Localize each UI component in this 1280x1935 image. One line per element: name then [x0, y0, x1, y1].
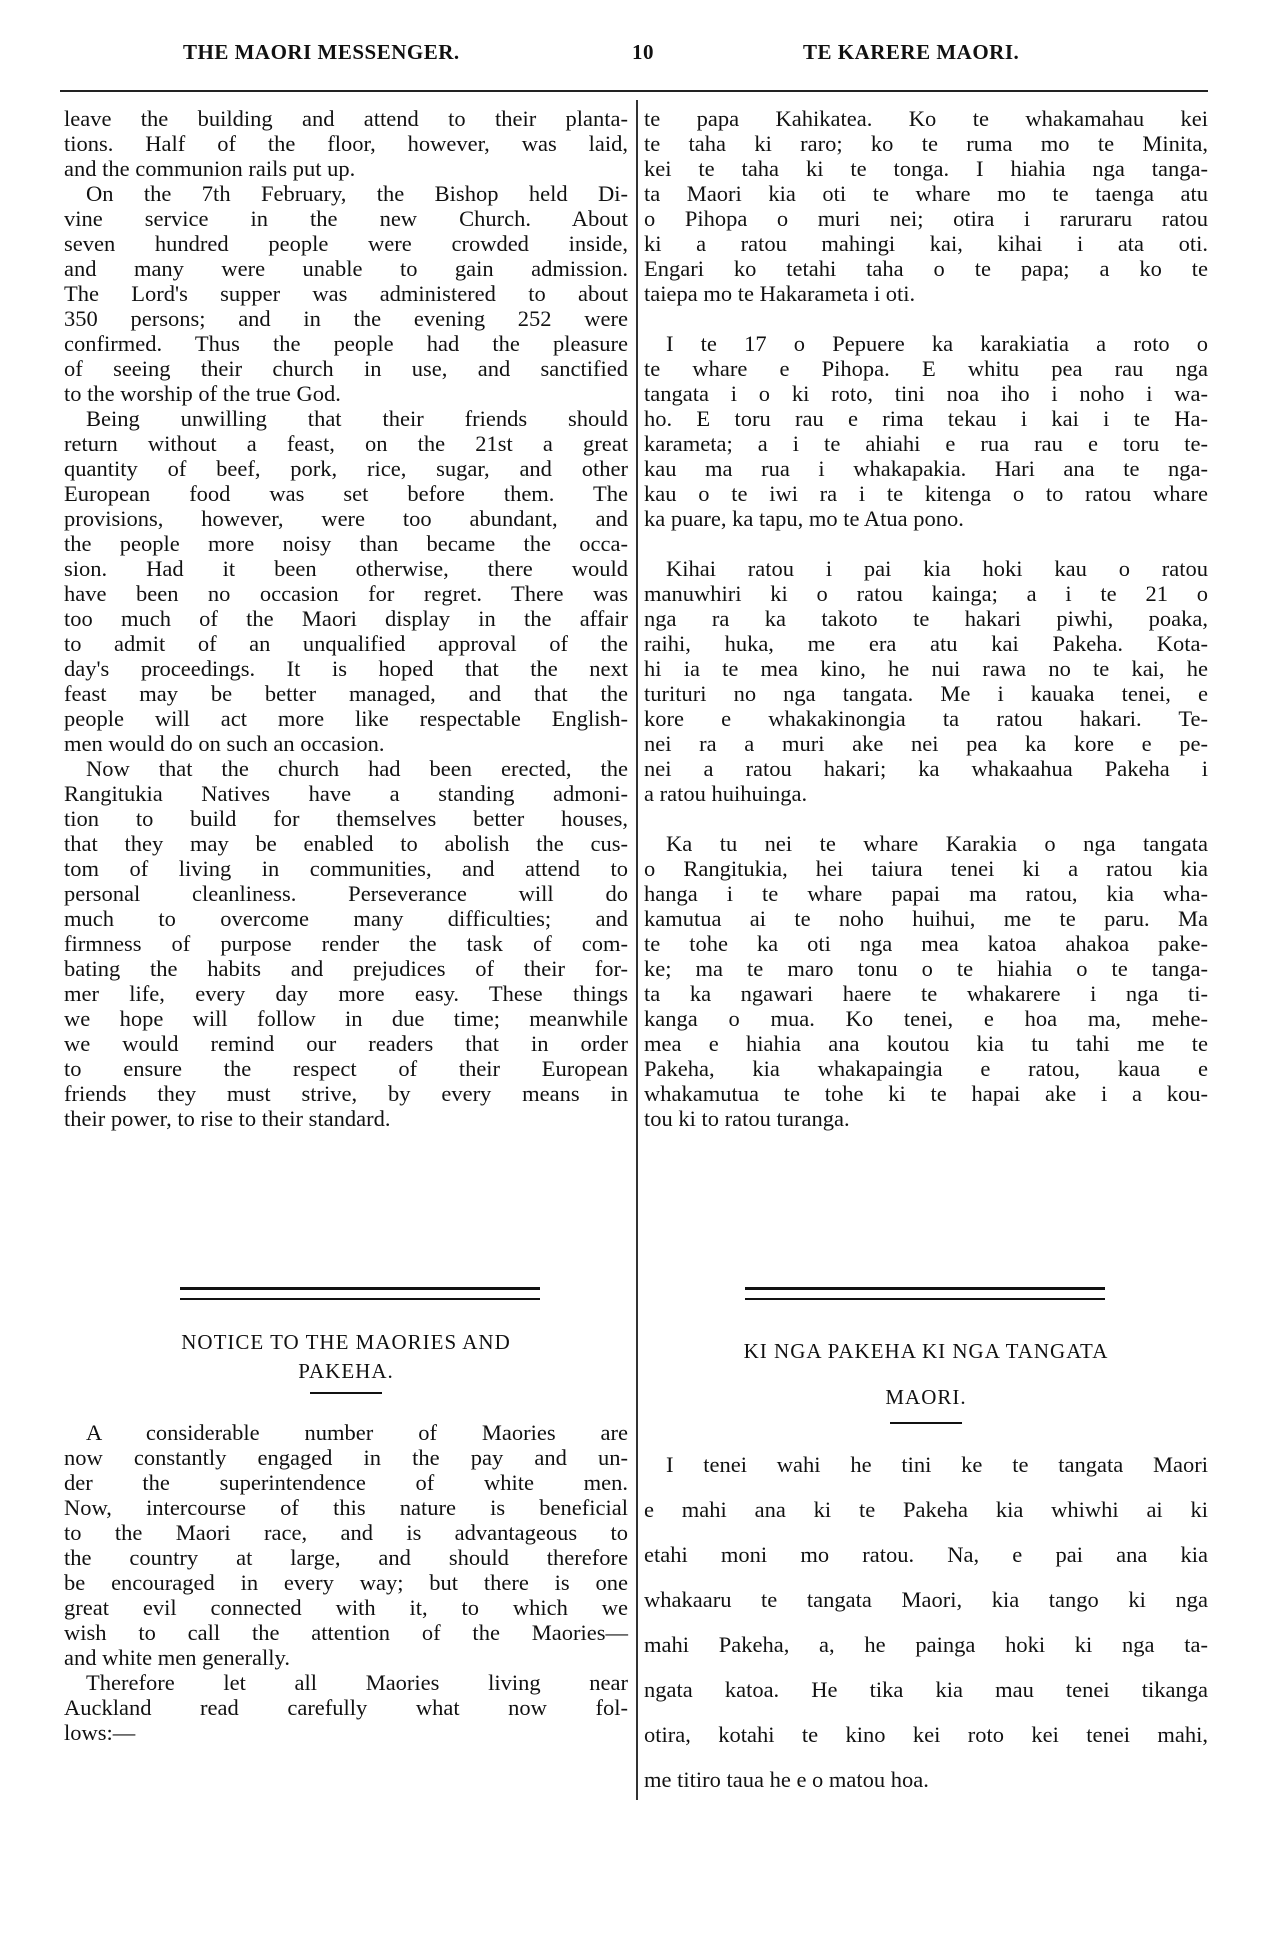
text-line: I tenei wahi he tini ke te tangata Maori — [666, 1452, 1208, 1477]
heading-line: NOTICE TO THE MAORIES AND — [181, 1330, 511, 1354]
text-line: der the superintendence of white men. — [64, 1470, 628, 1495]
text-line: kamutua ai te noho huihui, me te paru. Ma — [644, 906, 1208, 931]
text-line: ki a ratou mahingi kai, kihai i ata oti. — [644, 231, 1208, 256]
right-article-whare — [644, 106, 1208, 1131]
paragraph — [644, 331, 1208, 531]
text-line: to ensure the respect of their European — [64, 1056, 628, 1081]
text-line: taiepa mo te Hakarameta i oti. — [644, 281, 916, 306]
heading-line: KI NGA PAKEHA KI NGA TANGATA — [743, 1339, 1109, 1363]
text-line: te whare e Pihopa. E whitu pea rau nga — [644, 356, 1208, 381]
text-line: too much of the Maori display in the affair — [64, 606, 628, 631]
text-line: that they may be enabled to abolish the cus- — [64, 831, 628, 856]
text-line: mahi Pakeha, a, he painga hoki ki nga ta- — [644, 1632, 1208, 1657]
text-line: leave the building and attend to their planta- — [64, 106, 628, 131]
text-line: kanga o mua. Ko tenei, e hoa ma, mehe- — [644, 1006, 1208, 1031]
text-line: etahi moni mo ratou. Na, e pai ana kia — [644, 1542, 1208, 1567]
text-line: I te 17 o Pepuere ka karakiatia a roto o — [666, 331, 1208, 356]
text-line: manuwhiri ki o ratou kainga; a i te 21 o — [644, 581, 1208, 606]
text-line: be encouraged in every way; but there is one — [64, 1570, 628, 1595]
text-line: nei ra a muri ake nei pea ka kore e pe- — [644, 731, 1208, 756]
text-line: have been no occasion for regret. There was — [64, 581, 628, 606]
text-line: whakamutua te tohe ki te hapai ake i a kou- — [644, 1081, 1208, 1106]
text-line: to the Maori race, and is advantageous to — [64, 1520, 628, 1545]
section-double-rule — [745, 1287, 1105, 1300]
text-line: day's proceedings. It is hoped that the next — [64, 656, 628, 681]
text-line: confirmed. Thus the people had the pleasure — [64, 331, 628, 356]
text-line: Auckland read carefully what now fol- — [64, 1695, 628, 1720]
text-line: we would remind our readers that in order — [64, 1031, 628, 1056]
text-line: the people more noisy than became the occa- — [64, 531, 628, 556]
heading-short-rule — [310, 1392, 382, 1394]
right-article-pakeha — [644, 1442, 1208, 1802]
text-line: quantity of beef, pork, rice, sugar, and other — [64, 456, 628, 481]
text-line: a ratou huihuinga. — [644, 781, 808, 806]
text-line: karameta; a i te ahiahi e rua rau e toru te- — [644, 431, 1208, 456]
text-line: tions. Half of the floor, however, was laid, — [64, 131, 628, 156]
paragraph — [644, 831, 1208, 1131]
text-line: tangata i o ki roto, tini noa iho i noho i wa- — [644, 381, 1208, 406]
left-article-notice — [64, 1420, 628, 1745]
text-line: firmness of purpose render the task of com- — [64, 931, 628, 956]
text-line: The Lord's supper was administered to about — [64, 281, 628, 306]
text-line: turituri no nga tangata. Me i kauaka tenei, e — [644, 681, 1208, 706]
text-line: Pakeha, kia whakapaingia e ratou, kaua e — [644, 1056, 1208, 1081]
masthead-english-title: THE MAORI MESSENGER. — [183, 40, 460, 64]
text-line: me titiro taua he e o matou hoa. — [644, 1767, 929, 1792]
heading-short-rule — [890, 1422, 962, 1424]
text-line: o Pihopa o muri nei; otira i raruraru ratou — [644, 206, 1208, 231]
text-line: tion to build for themselves better houses, — [64, 806, 628, 831]
text-line: ngata katoa. He tika kia mau tenei tikanga — [644, 1677, 1208, 1702]
text-line: friends they must strive, by every means in — [64, 1081, 628, 1106]
text-line: and many were unable to gain admission. — [64, 256, 628, 281]
column-divider — [636, 100, 638, 1800]
paragraph — [644, 1442, 1208, 1802]
text-line: Now, intercourse of this nature is beneficial — [64, 1495, 628, 1520]
text-line: to the worship of the true God. — [64, 381, 341, 406]
text-line: and white men generally. — [64, 1645, 290, 1670]
text-line: otira, kotahi te kino kei roto kei tenei mahi, — [644, 1722, 1208, 1747]
text-line: lows:— — [64, 1720, 136, 1745]
paragraph — [64, 1420, 628, 1670]
right-heading — [644, 1328, 1208, 1420]
paragraph — [64, 1670, 628, 1745]
left-heading — [64, 1328, 628, 1386]
paragraph — [64, 756, 628, 1131]
text-line: mer life, every day more easy. These things — [64, 981, 628, 1006]
text-line: wish to call the attention of the Maories— — [64, 1620, 628, 1645]
text-line: we hope will follow in due time; meanwhile — [64, 1006, 628, 1031]
text-line: hi ia te mea kino, he nui rawa no te kai, he — [644, 656, 1208, 681]
text-line: kei te taha ki te tonga. I hiahia nga tanga- — [644, 156, 1208, 181]
text-line: ta Maori kia oti te whare mo te taenga atu — [644, 181, 1208, 206]
section-double-rule — [180, 1287, 540, 1300]
text-line: now constantly engaged in the pay and un- — [64, 1445, 628, 1470]
masthead-maori-title: TE KARERE MAORI. — [803, 40, 1020, 64]
text-line: to admit of an unqualified approval of the — [64, 631, 628, 656]
text-line: tom of living in communities, and attend to — [64, 856, 628, 881]
text-line: Kihai ratou i pai kia hoki kau o ratou — [666, 556, 1208, 581]
text-line: e mahi ana ki te Pakeha kia whiwhi ai ki — [644, 1497, 1208, 1522]
text-line: tou ki to ratou turanga. — [644, 1106, 850, 1131]
text-line: hanga i te whare papai ma ratou, kia wha- — [644, 881, 1208, 906]
text-line: Rangitukia Natives have a standing admoni- — [64, 781, 628, 806]
heading-line: MAORI. — [885, 1385, 967, 1409]
text-line: nga ra ka takoto te hakari piwhi, poaka, — [644, 606, 1208, 631]
paragraph — [64, 181, 628, 406]
text-line: te taha ki raro; ko te ruma mo te Minita, — [644, 131, 1208, 156]
text-line: seven hundred people were crowded inside, — [64, 231, 628, 256]
text-line: Now that the church had been erected, the — [86, 756, 628, 781]
text-line: provisions, however, were too abundant, and — [64, 506, 628, 531]
text-line: ka puare, ka tapu, mo te Atua pono. — [644, 506, 964, 531]
text-line: On the 7th February, the Bishop held Di- — [86, 181, 628, 206]
text-line: te papa Kahikatea. Ko te whakamahau kei — [644, 106, 1208, 131]
text-line: te tohe ka oti nga mea katoa ahakoa pake- — [644, 931, 1208, 956]
text-line: 350 persons; and in the evening 252 were — [64, 306, 628, 331]
text-line: much to overcome many difficulties; and — [64, 906, 628, 931]
text-line: their power, to rise to their standard. — [64, 1106, 391, 1131]
text-line: return without a feast, on the 21st a great — [64, 431, 628, 456]
text-line: ke; ma te maro tonu o te hiahia o te tanga- — [644, 956, 1208, 981]
text-line: European food was set before them. The — [64, 481, 628, 506]
text-line: and the communion rails put up. — [64, 156, 356, 181]
text-line: great evil connected with it, to which we — [64, 1595, 628, 1620]
left-article-church — [64, 106, 628, 1131]
text-line: Ka tu nei te whare Karakia o nga tangata — [666, 831, 1208, 856]
text-line: kore e whakakinongia ta ratou hakari. Te- — [644, 706, 1208, 731]
paragraph — [64, 406, 628, 756]
text-line: whakaaru te tangata Maori, kia tango ki nga — [644, 1587, 1208, 1612]
text-line: kau ma rua i whakapakia. Hari ana te nga- — [644, 456, 1208, 481]
text-line: A considerable number of Maories are — [86, 1420, 628, 1445]
text-line: raihi, huka, me era atu kai Pakeha. Kota- — [644, 631, 1208, 656]
text-line: kau o te iwi ra i te kitenga o to ratou whare — [644, 481, 1208, 506]
text-line: Being unwilling that their friends should — [86, 406, 628, 431]
header-rule — [60, 90, 1208, 92]
text-line: Therefore let all Maories living near — [86, 1670, 628, 1695]
text-line: o Rangitukia, hei taiura tenei ki a ratou kia — [644, 856, 1208, 881]
text-line: people will act more like respectable English- — [64, 706, 628, 731]
heading-line: PAKEHA. — [298, 1359, 394, 1383]
text-line: bating the habits and prejudices of their for- — [64, 956, 628, 981]
paragraph — [644, 556, 1208, 806]
text-line: sion. Had it been otherwise, there would — [64, 556, 628, 581]
text-line: men would do on such an occasion. — [64, 731, 385, 756]
text-line: mea e hiahia ana koutou kia tu tahi me te — [644, 1031, 1208, 1056]
page-number: 10 — [632, 40, 654, 64]
text-line: nei a ratou hakari; ka whakaahua Pakeha i — [644, 756, 1208, 781]
text-line: ta ka ngawari haere te whakarere i nga ti- — [644, 981, 1208, 1006]
text-line: Engari ko tetahi taha o te papa; a ko te — [644, 256, 1208, 281]
text-line: of seeing their church in use, and sanctified — [64, 356, 628, 381]
text-line: ho. E toru rau e rima tekau i kai i te Ha- — [644, 406, 1208, 431]
text-line: feast may be better managed, and that the — [64, 681, 628, 706]
text-line: vine service in the new Church. About — [64, 206, 628, 231]
text-line: personal cleanliness. Perseverance will do — [64, 881, 628, 906]
paragraph — [644, 106, 1208, 306]
text-line: the country at large, and should therefore — [64, 1545, 628, 1570]
paragraph — [64, 106, 628, 181]
